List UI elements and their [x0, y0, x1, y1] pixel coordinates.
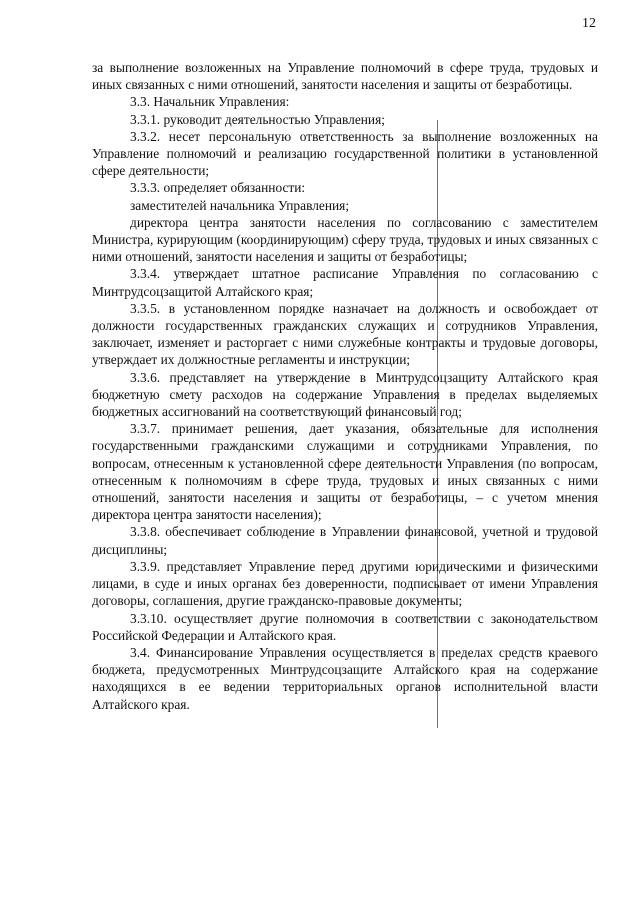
paragraph-3-3-3-director: директора центра занятости населения по согласованию с заместителем Министра, курирующим (координирующим) сферу труда, трудовых и иных связанных с ними отношений, занятости населения и защиты от безработицы; [92, 214, 598, 265]
paragraph-3-4: 3.4. Финансирование Управления осуществляется в пределах средств краевого бюджета, предусмотренных Минтрудсоцзащите Алтайского края на содержание находящихся в ее ведении территориальных органов исполнительной власти Алтайского края. [92, 644, 598, 712]
paragraph-3-3-4: 3.3.4. утверждает штатное расписание Управления по согласованию с Минтрудсоцзащитой Алтайского края; [92, 266, 598, 299]
paragraph-3-3-2: 3.3.2. несет персональную ответственность за выполнение возложенных на Управление полномочий и реализацию государственной политики в установленной сфере деятельности; [92, 128, 598, 179]
paragraph-3-3-8: 3.3.8. обеспечивает соблюдение в Управлении финансовой, учетной и трудовой дисциплины; [92, 524, 598, 557]
paragraph-3-3-6: 3.3.6. представляет на утверждение в Минтрудсоцзащиту Алтайского края бюджетную смету расходов на содержание Управления в пределах выделяемых бюджетных ассигнований на соответствующий финансовый год; [92, 369, 598, 420]
document-body [92, 59, 598, 713]
paragraph-continuation: за выполнение возложенных на Управление полномочий в сфере труда, трудовых и иных связанных с ними отношений, занятости населения и защиты от безработицы. [92, 60, 598, 93]
paragraph-3-3-5: 3.3.5. в установленном порядке назначает на должность и освобождает от должности государственных гражданских служащих и сотрудников Управления, заключает, изменяет и расторгает с ними служебные контракты и трудовые договоры, утверждает их должностные регламенты и инструкции; [92, 300, 598, 368]
paragraph-3-3-9: 3.3.9. представляет Управление перед другими юридическими и физическими лицами, в суде и иных органах без доверенности, подписывает от имени Управления договоры, соглашения, другие гражданско-правовые документы; [92, 558, 598, 609]
paragraph-3-3-3-deputies: заместителей начальника Управления; [130, 197, 350, 213]
paragraph-3-3-10: 3.3.10. осуществляет другие полномочия в соответствии с законодательством Российской Федерации и Алтайского края. [92, 610, 598, 643]
paragraph-3-3: 3.3. Начальник Управления: [130, 94, 290, 110]
page-number: 12 [582, 16, 596, 31]
paragraph-3-3-7: 3.3.7. принимает решения, дает указания, обязательные для исполнения государственными гражданскими служащими и сотрудниками Управления, по вопросам, отнесенным к установленной сфере деятельности Управления (по вопросам, отнесенным к полномочиям в сфере труда, трудовых и иных связанных с ними отношений, занятости населения и защиты от безработицы, – с учетом мнения директора центра занятости населения); [92, 421, 598, 523]
paragraph-3-3-1: 3.3.1. руководит деятельностью Управления; [130, 111, 385, 127]
paragraph-3-3-3: 3.3.3. определяет обязанности: [130, 180, 306, 196]
